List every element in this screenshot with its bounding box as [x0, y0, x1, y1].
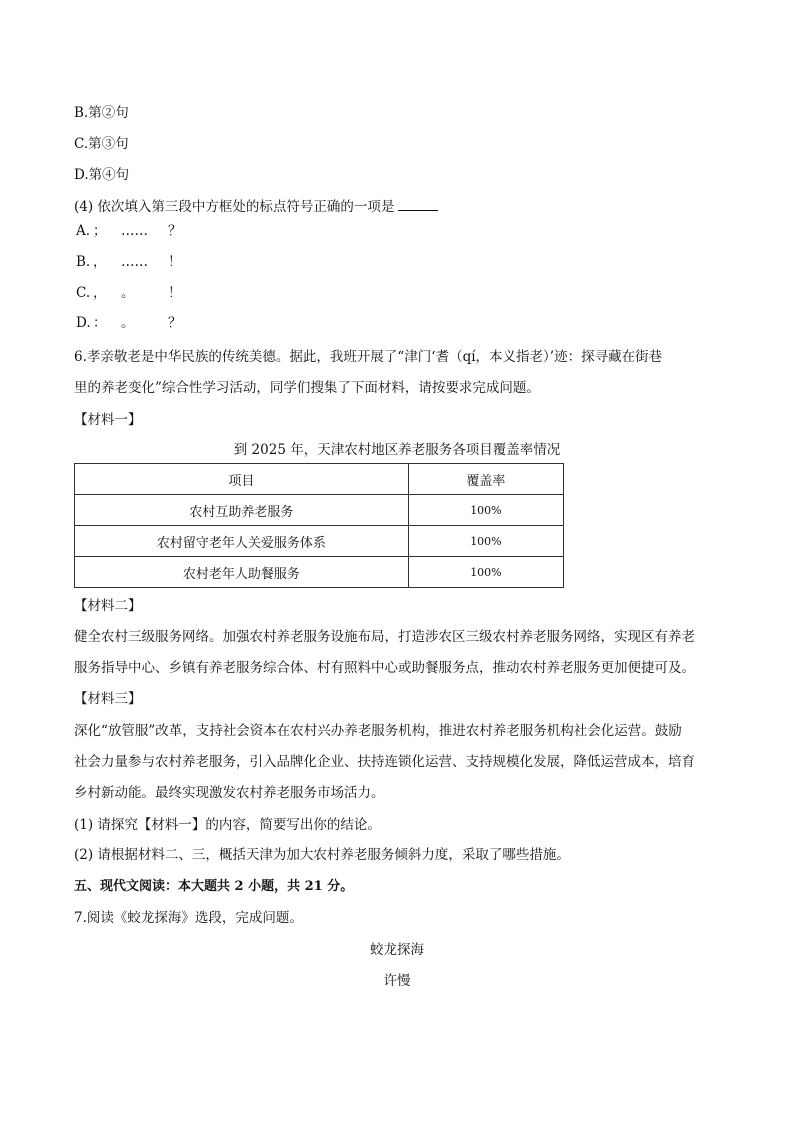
material-3-line-2: 社会力量参与农村养老服务，引入品牌化企业、扶持连锁化运营、支持规模化发展，降低运营成本，培育: [74, 754, 695, 770]
table-cell-coverage: 100%: [408, 495, 563, 526]
table-cell-item: 农村互助养老服务: [75, 495, 409, 526]
answer-blank: [398, 198, 438, 211]
option-mark-3: ！: [168, 285, 182, 301]
option-mark-3: ？: [168, 223, 182, 239]
table-header-item: 项目: [75, 464, 409, 495]
material-1-label: 【材料一】: [74, 412, 142, 428]
option-mark-1: ，: [93, 254, 107, 270]
material-3-line-3: 乡村新动能。最终实现激发农村养老服务市场活力。: [74, 785, 385, 801]
option-letter: A.: [76, 223, 91, 239]
section-5-heading: 五、现代文阅读：本大题共 2 小题，共 21 分。: [74, 879, 354, 894]
material-2-label: 【材料二】: [74, 598, 142, 614]
material-2-line-1: 健全农村三级服务网络。加强农村养老服务设施布局，打造涉农区三级农村养老服务网络，实现区有养老: [74, 629, 695, 645]
option-mark-1: ：: [93, 315, 107, 331]
table-caption: 到 2025 年，天津农村地区养老服务各项目覆盖率情况: [233, 442, 561, 458]
option-mark-2: 。: [121, 285, 135, 301]
table-cell-coverage: 100%: [408, 557, 563, 588]
table-cell-coverage: 100%: [408, 526, 563, 557]
coverage-table: [74, 463, 564, 588]
option-mark-3: ！: [168, 254, 182, 270]
question-6-intro-line-2: 里的养老变化”综合性学习活动，同学们搜集了下面材料，请按要求完成问题。: [74, 380, 540, 396]
question-4-stem: [74, 198, 438, 216]
option-mark-1: ，: [93, 285, 107, 301]
table-header-coverage: 覆盖率: [408, 464, 563, 495]
material-2-line-2: 服务指导中心、乡镇有养老服务综合体、村有照料中心或助餐服务点，推动农村养老服务更加便捷可及。: [74, 660, 695, 676]
option-mark-1: ；: [93, 223, 107, 239]
question-7-intro: 7.阅读《蛟龙探海》选段，完成问题。: [74, 910, 303, 926]
table-header-row: [75, 464, 564, 495]
sub-question-1: (1) 请探究【材料一】的内容，简要写出你的结论。: [74, 817, 381, 833]
option-letter: C.: [76, 285, 91, 301]
question-6-intro-line-1: 6.孝亲敬老是中华民族的传统美德。据此，我班开展了“津门‘耆（qí，本义指老）’迹：探寻藏在街巷: [74, 349, 663, 365]
material-3-line-1: 深化“放管服”改革，支持社会资本在农村兴办养老服务机构，推进农村养老服务机构社会化运营。鼓励: [74, 723, 682, 739]
table-row: [75, 557, 564, 588]
article-title: 蛟龙探海: [370, 942, 424, 958]
table-cell-item: 农村留守老年人关爱服务体系: [75, 526, 409, 557]
option-mark-2: ……: [121, 254, 148, 270]
option-mark-2: 。: [121, 315, 135, 331]
article-author: 许慢: [383, 973, 411, 989]
option-c-previous: C.第③句: [74, 136, 129, 152]
option-b-previous: B.第②句: [74, 105, 129, 121]
table-row: [75, 526, 564, 557]
table-row: [75, 495, 564, 526]
table-cell-item: 农村老年人助餐服务: [75, 557, 409, 588]
question-4-stem-text: (4) 依次填入第三段中方框处的标点符号正确的一项是: [74, 199, 395, 215]
option-mark-3: ？: [168, 315, 182, 331]
sub-question-2: (2) 请根据材料二、三，概括天津为加大农村养老服务倾斜力度，采取了哪些措施。: [74, 847, 570, 863]
material-3-label: 【材料三】: [74, 691, 142, 707]
option-letter: B.: [76, 254, 91, 270]
option-mark-2: ……: [121, 223, 148, 239]
option-d-previous: D.第④句: [74, 167, 130, 183]
option-letter: D.: [76, 315, 91, 331]
